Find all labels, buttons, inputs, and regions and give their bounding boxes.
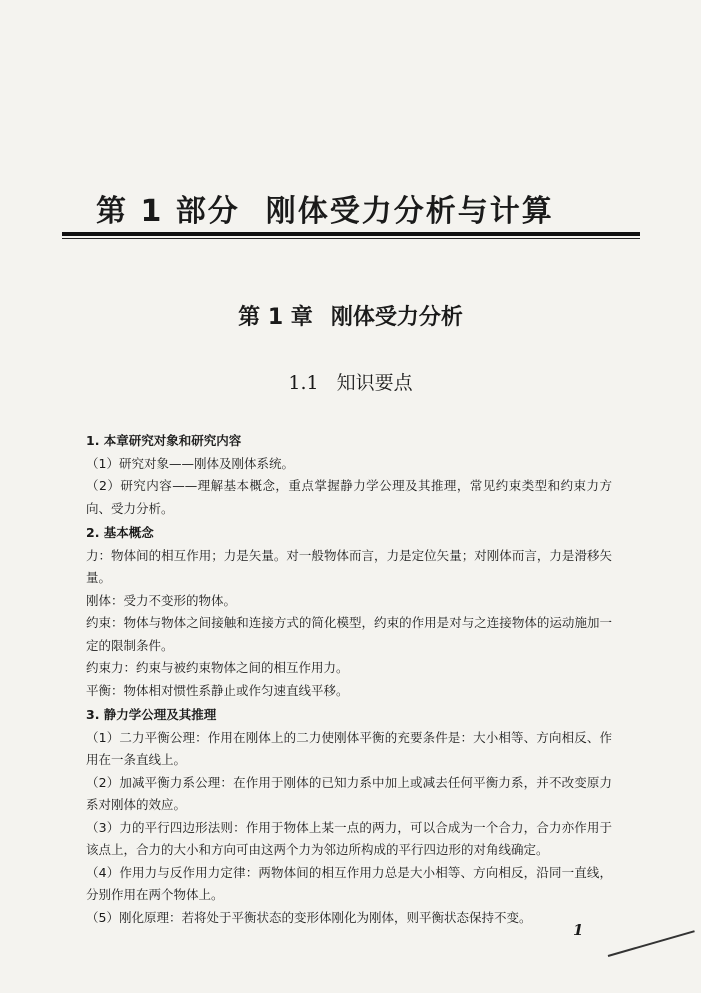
paragraph: 约束力：约束与被约束物体之间的相互作用力。 <box>86 660 349 675</box>
section-title-text: 知识要点 <box>336 372 413 394</box>
paragraph: （3）力的平行四边形法则：作用于物体上某一点的两力，可以合成为一个合力，合力亦作用于该点上，合力的大小和方向可由这两个力为邻边所构成的平行四边形的对角线确定。 <box>86 819 612 857</box>
scan-artifact-line <box>608 930 695 957</box>
part-title-text: 刚体受力分析与计算 <box>265 194 554 229</box>
chapter-title-text: 刚体受力分析 <box>330 305 463 330</box>
subheading: 3. 静力学公理及其推理 <box>86 707 217 722</box>
paragraph: （2）研究内容——理解基本概念，重点掌握静力学公理及其推理，常见约束类型和约束力方向、受力分析。 <box>86 478 612 516</box>
subheading: 1. 本章研究对象和研究内容 <box>86 433 242 448</box>
paragraph: 约束：物体与物体之间接触和连接方式的简化模型，约束的作用是对与之连接物体的运动施加一定的限制条件。 <box>86 615 612 653</box>
body-text <box>86 428 612 929</box>
chapter-heading <box>0 300 701 331</box>
part-rule-thick <box>62 232 640 236</box>
section-number: 1.1 <box>288 372 319 394</box>
paragraph: （5）刚化原理：若将处于平衡状态的变形体刚化为刚体，则平衡状态保持不变。 <box>86 909 532 925</box>
chapter-label: 第 1 章 <box>238 305 313 330</box>
part-rule-thin <box>62 238 640 239</box>
paragraph: （2）加减平衡力系公理：在作用于刚体的已知力系中加上或减去任何平衡力系，并不改变原力系对刚体的效应。 <box>86 774 612 812</box>
part-heading <box>96 186 554 230</box>
paragraph: 刚体：受力不变形的物体。 <box>86 592 237 608</box>
paragraph: 力：物体间的相互作用；力是矢量。对一般物体而言，力是定位矢量；对刚体而言，力是滑移矢量。 <box>86 547 612 585</box>
section-heading <box>0 368 701 395</box>
page-number: 1 <box>573 921 584 939</box>
paragraph: （1）二力平衡公理：作用在刚体上的二力使刚体平衡的充要条件是：大小相等、方向相反、作用在一条直线上。 <box>86 729 612 767</box>
subheading: 2. 基本概念 <box>86 525 154 540</box>
paragraph: 平衡：物体相对惯性系静止或作匀速直线平移。 <box>86 682 349 698</box>
paragraph: （1）研究对象——刚体及刚体系统。 <box>86 455 294 471</box>
part-label: 第 1 部分 <box>96 194 240 229</box>
paragraph: （4）作用力与反作用力定律：两物体间的相互作用力总是大小相等、方向相反，沿同一直线，分别作用在两个物体上。 <box>86 864 612 902</box>
